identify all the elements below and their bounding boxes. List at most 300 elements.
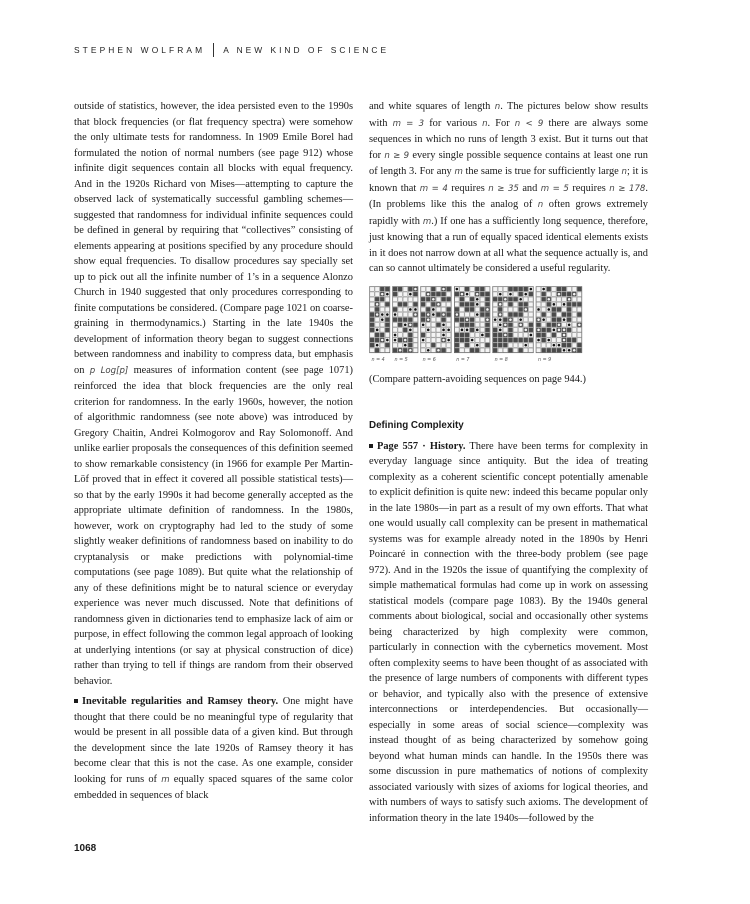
sequence-square [524,317,528,321]
run-marker [466,328,469,331]
sequence-square [513,327,517,331]
run-marker [409,328,412,331]
sequence-square [385,307,389,311]
sequence-square [465,302,469,306]
sequence-square [447,297,451,301]
sequence-square [493,292,497,296]
sequence-square [421,286,425,290]
sequence-square [413,297,417,301]
sequence-square [398,327,402,331]
sequence-square [513,332,517,336]
run-marker [476,297,479,300]
sequence-square [547,317,551,321]
sequence-square [557,348,561,352]
sequence-square [393,348,397,352]
sequence-square [542,302,546,306]
run-marker [530,287,533,290]
sequence-square [542,307,546,311]
sequence-square [436,292,440,296]
sequence-square [408,312,412,316]
sequence-square [441,343,445,347]
run-marker [427,348,430,351]
sequence-square [413,332,417,336]
run-marker [476,343,479,346]
sequence-square [529,302,533,306]
sequence-square [460,307,464,311]
sequence-square [398,292,402,296]
run-marker [558,292,561,295]
sequence-square [513,312,517,316]
sequence-square [480,286,484,290]
sequence-square [436,297,440,301]
sequence-square [447,348,451,352]
sequence-square [447,317,451,321]
sequence-square [493,297,497,301]
sequence-square [465,332,469,336]
sequence-square [408,302,412,306]
sequence-square [493,286,497,290]
sequence-square [567,312,571,316]
sequence-square [436,337,440,341]
sequence-square [393,317,397,321]
sequence-square [431,322,435,326]
run-marker [427,318,430,321]
sequence-square [503,302,507,306]
sequence-square [485,292,489,296]
sequence-square [485,327,489,331]
run-marker [394,313,397,316]
sequence-square [524,332,528,336]
sequence-square [465,312,469,316]
sequence-square [370,327,374,331]
sequence-square [562,292,566,296]
sequence-square [431,327,435,331]
sequence-square [370,292,374,296]
sequence-square [493,332,497,336]
run-marker [456,287,459,290]
sequence-square [393,322,397,326]
run-marker [537,338,540,341]
note-bullet-icon [369,444,373,448]
sequence-square [470,302,474,306]
sequence-square [465,343,469,347]
run-marker [558,343,561,346]
sequence-square [503,337,507,341]
sequence-square [403,317,407,321]
sequence-square [370,302,374,306]
sequence-square [413,302,417,306]
sequence-square [567,343,571,347]
run-marker [456,313,459,316]
sequence-square [413,322,417,326]
sequence-square [413,327,417,331]
sequence-square [398,343,402,347]
grid-label: n = 8 [494,357,508,363]
run-marker [509,318,512,321]
math-expression: m [161,774,170,785]
sequence-square [455,292,459,296]
sequence-square [503,348,507,352]
run-marker [499,292,502,295]
sequence-square [455,302,459,306]
sequence-square [552,297,556,301]
figure-caption: (Compare pattern-avoiding sequences on page 944.) [369,373,586,385]
sequence-square [426,302,430,306]
sequence-square [567,337,571,341]
sequence-square [441,302,445,306]
sequence-grid [536,286,582,362]
sequence-square [403,297,407,301]
sequence-square [421,292,425,296]
sequence-square [524,297,528,301]
sequence-square [380,327,384,331]
page-number: 1068 [74,843,97,854]
sequence-square [493,307,497,311]
run-marker [563,328,566,331]
sequence-square [577,337,581,341]
sequence-square [470,312,474,316]
run-marker [486,318,489,321]
sequence-square [493,302,497,306]
sequence-square [508,337,512,341]
sequence-square [577,332,581,336]
sequence-square [455,322,459,326]
run-marker [447,328,450,331]
run-marker [499,318,502,321]
run-marker [409,308,412,311]
run-marker [563,333,566,336]
run-marker [461,292,464,295]
run-marker [427,313,430,316]
sequence-grid [421,286,452,362]
sequence-square [513,292,517,296]
sequence-square [536,292,540,296]
sequence-square [403,292,407,296]
sequence-square [480,317,484,321]
sequence-square [421,307,425,311]
paragraph-complexity-history [369,439,648,827]
run-marker [486,308,489,311]
sequence-square [508,312,512,316]
sequence-square [493,343,497,347]
sequence-square [447,343,451,347]
sequence-square [562,297,566,301]
sequence-square [562,343,566,347]
sequence-square [436,343,440,347]
sequence-square [460,317,464,321]
sequence-square [431,292,435,296]
sequence-square [524,337,528,341]
sequence-square [562,286,566,290]
run-marker [442,323,445,326]
sequence-square [480,327,484,331]
sequence-square [436,322,440,326]
sequence-square [536,332,540,336]
sequence-square [398,302,402,306]
sequence-square [370,322,374,326]
sequence-square [529,348,533,352]
sequence-square [403,302,407,306]
sequence-square [380,302,384,306]
math-expression: m [422,216,432,227]
sequence-square [403,307,407,311]
sequence-square [370,307,374,311]
sequence-square [547,312,551,316]
sequence-square [436,327,440,331]
sequence-square [385,322,389,326]
text-run: the same is true for sufficiently large [462,166,622,177]
sequence-square [542,327,546,331]
sequence-square [398,337,402,341]
grid-label: n = 5 [394,357,408,363]
sequence-square [562,307,566,311]
run-marker [376,303,379,306]
sequence-square [498,307,502,311]
sequence-square [421,348,425,352]
sequence-square [393,343,397,347]
sequence-square [408,343,412,347]
sequence-square [413,292,417,296]
sequence-square [513,343,517,347]
sequence-square [470,322,474,326]
sequence-square [393,307,397,311]
sequence-square [508,322,512,326]
math-expression: n ≥ 178 [609,183,646,194]
sequence-square [393,292,397,296]
sequence-square [455,343,459,347]
sequence-square [385,327,389,331]
sequence-square [498,297,502,301]
sequence-square [480,292,484,296]
sequence-square [447,322,451,326]
header-divider [213,43,214,57]
sequence-square [508,332,512,336]
sequence-square [513,286,517,290]
run-marker [381,292,384,295]
sequence-square [431,302,435,306]
run-marker [537,308,540,311]
run-marker [476,303,479,306]
run-marker [547,338,550,341]
run-marker [499,313,502,316]
math-expression: n < 9 [514,118,544,129]
run-marker [442,313,445,316]
sequence-square [370,312,374,316]
sequence-square [426,337,430,341]
text-run: often grows extremely rapidly with [369,199,648,227]
sequence-square [567,286,571,290]
sequence-square [485,312,489,316]
sequence-square [375,332,379,336]
sequence-square [503,292,507,296]
sequence-square [567,292,571,296]
sequence-square [503,343,507,347]
run-marker [466,318,469,321]
sequence-square [398,332,402,336]
sequence-square [398,286,402,290]
math-expression: m = 3 [392,118,425,129]
text-run: . For [487,117,515,129]
sequence-square [519,337,523,341]
sequence-square [470,292,474,296]
sequence-square [498,348,502,352]
sequence-square [408,317,412,321]
run-marker [404,338,407,341]
sequence-square [403,312,407,316]
sequence-square [519,307,523,311]
run-marker [376,328,379,331]
sequence-square [536,297,540,301]
sequence-square [513,297,517,301]
run-marker [519,318,522,321]
sequence-square [455,307,459,311]
sequence-square [398,312,402,316]
sequence-square [385,286,389,290]
sequence-square [529,322,533,326]
sequence-square [408,286,412,290]
sequence-square [413,337,417,341]
sequence-square [480,337,484,341]
run-marker [524,343,527,346]
sequence-square [536,343,540,347]
text-run: for various [424,117,483,129]
run-marker [509,292,512,295]
sequence-square [475,332,479,336]
sequence-square [480,307,484,311]
sequence-square [572,332,576,336]
sequence-square [455,327,459,331]
sequence-square [426,332,430,336]
sequence-square [465,348,469,352]
sequence-square [557,332,561,336]
run-marker [386,313,389,316]
run-marker [414,287,417,290]
sequence-square [513,348,517,352]
sequence-square [375,317,379,321]
sequence-square [547,348,551,352]
sequence-square [436,307,440,311]
sequence-square [567,307,571,311]
sequence-square [436,332,440,336]
sequence-square [542,322,546,326]
math-expression: n ≥ 35 [488,183,519,194]
run-marker [414,313,417,316]
sequence-square [542,292,546,296]
sequence-square [508,327,512,331]
sequence-grid [393,286,419,362]
run-marker [499,323,502,326]
sequence-square [513,307,517,311]
sequence-square [380,322,384,326]
sequence-square [503,307,507,311]
sequence-square [485,286,489,290]
text-run: and [518,182,541,194]
run-marker [563,348,566,351]
sequence-square [370,286,374,290]
sequence-square [426,297,430,301]
sequence-square [413,317,417,321]
sequence-square [460,286,464,290]
sequence-square [465,286,469,290]
text-run: . The pictures below show results with [369,101,648,129]
sequence-square [485,322,489,326]
sequence-square [380,343,384,347]
sequence-square [498,286,502,290]
run-marker [481,333,484,336]
sequence-square [524,286,528,290]
sequence-square [552,307,556,311]
sequence-square [552,322,556,326]
sequence-square [577,343,581,347]
text-run: .) If one has a sufficiently long sequence, therefore, just knowing that a run of equally spaced identical elements exists in it does not narrow down at all what the sequence actually is, and can so cannot ultimately be considered a useful regularity. [369,215,648,274]
sequence-square [529,297,533,301]
run-marker [404,323,407,326]
sequence-square [393,327,397,331]
sequence-square [421,343,425,347]
sequence-square [426,286,430,290]
sequence-square [503,312,507,316]
sequence-square [536,302,540,306]
run-marker [409,323,412,326]
sequence-square [567,332,571,336]
run-marker [437,303,440,306]
sequence-square [460,348,464,352]
sequence-square [524,302,528,306]
sequence-square [572,297,576,301]
run-marker [578,323,581,326]
sequence-grid [493,286,534,362]
sequence-square [447,332,451,336]
sequence-square [493,337,497,341]
run-marker [553,303,556,306]
sequence-square [480,343,484,347]
sequence-square [519,348,523,352]
run-marker [442,287,445,290]
sequence-square [447,292,451,296]
sequence-square [398,317,402,321]
sequence-square [524,312,528,316]
run-marker [476,313,479,316]
run-marker [547,308,550,311]
sequence-square [470,348,474,352]
sequence-square [447,286,451,290]
sequence-square [519,312,523,316]
sequence-square [524,348,528,352]
sequence-square [572,322,576,326]
sequence-square [529,307,533,311]
run-marker [437,348,440,351]
sequence-square [577,292,581,296]
sequence-square [577,297,581,301]
sequence-square [421,332,425,336]
sequence-square [529,343,533,347]
text-run: One might have thought that there could be no meaningful type of regularity that would be present in all possible data of a given kind. But through the development since the late 1920s of Ramsey theory it has become clear that this is not the case. As one example, consider looking for runs of [74,696,353,785]
sequence-square [508,286,512,290]
sequence-square [431,332,435,336]
sequence-square [529,292,533,296]
sequence-square [577,307,581,311]
text-run: . (In problems like this the analog of [369,182,648,210]
sequence-square [485,332,489,336]
sequence-square [441,297,445,301]
run-marker [519,297,522,300]
sequence-square [385,332,389,336]
sequence-square [370,332,374,336]
sequence-square [393,297,397,301]
sequence-square [470,332,474,336]
sequence-square [547,322,551,326]
run-marker [563,303,566,306]
